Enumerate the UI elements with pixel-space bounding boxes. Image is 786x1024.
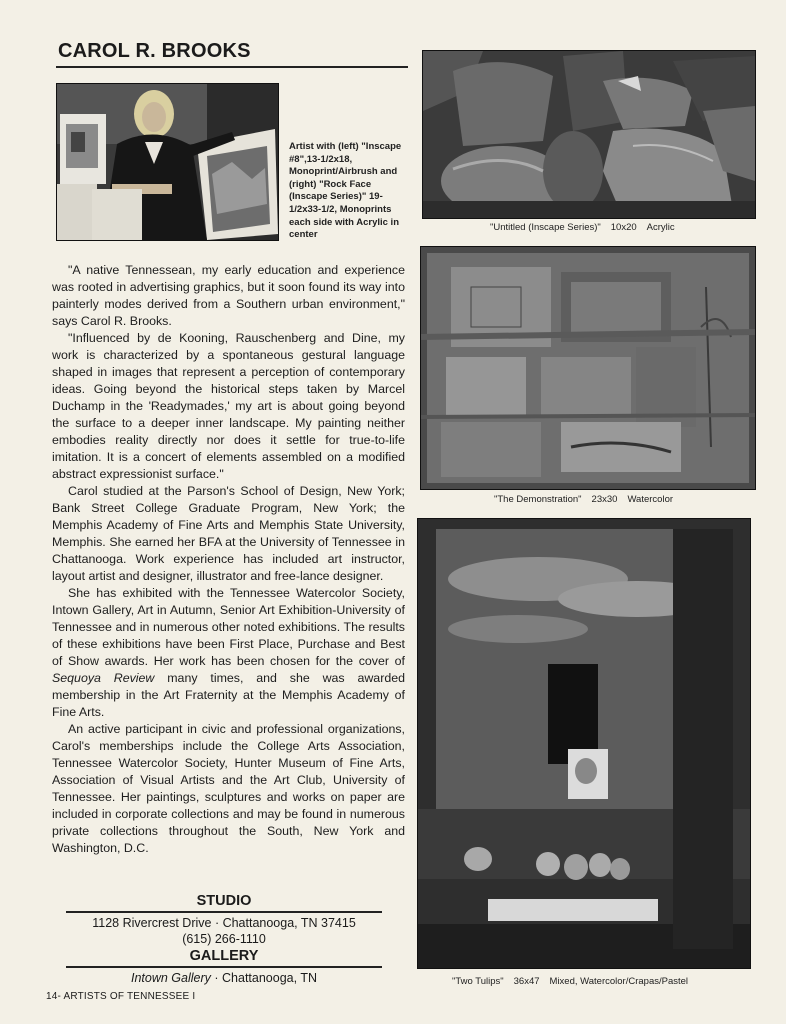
biography-text xyxy=(52,262,405,857)
bio-text: She has exhibited with the Tennessee Watercolor Society, Intown Gallery, Art in Autumn, Senior Art Exhibition-University of Tennessee and in numerous other noted exhibitions. The results of these exhibitions have been First Place, Purchase and Best of Show awards. Her work has been chosen for the cover of xyxy=(52,586,405,668)
artwork-medium: Watercolor xyxy=(627,494,674,505)
artwork-image xyxy=(418,519,750,968)
artwork-medium: Acrylic xyxy=(646,222,675,233)
artist-name-heading: CAROL R. BROOKS xyxy=(58,40,251,62)
portrait-image xyxy=(57,84,278,240)
studio-phone: (615) 266-1110 xyxy=(182,932,266,946)
artwork-image xyxy=(423,51,755,218)
bio-text: many times, and she was awarded membership in the Art Fraternity at the Memphis Academy of Fine Arts. xyxy=(52,671,406,719)
artwork-title: "Two Tulips" xyxy=(452,976,504,987)
artwork-caption xyxy=(494,494,673,505)
artwork-title: "Untitled (Inscape Series)" xyxy=(490,222,601,233)
artist-portrait-photo xyxy=(56,83,279,241)
artwork-caption xyxy=(452,976,688,987)
studio-address: 1128 Rivercrest Drive · Chattanooga, TN 37415 xyxy=(92,916,356,930)
publication-title: Sequoya Review xyxy=(52,671,155,685)
artwork-image xyxy=(421,247,755,489)
contact-block xyxy=(66,893,382,986)
artwork-title: "The Demonstration" xyxy=(494,494,582,505)
artwork-size: 36x47 xyxy=(513,976,540,987)
artwork-two-tulips xyxy=(417,518,751,969)
bio-paragraph: An active participant in civic and professional organizations, Carol's memberships include the College Arts Association, Tennessee Watercolor Society, Hunter Museum of Fine Arts, Association of Visual Artists and the Art Club, University of Tennessee. Her paintings, sculptures and works on paper are included in corporate collections and may be found in numerous private collections throughout the South, New York and Washington, D.C. xyxy=(52,722,405,855)
artwork-size: 10x20 xyxy=(610,222,637,233)
gallery-address xyxy=(66,970,382,986)
gallery-city: · Chattanooga, TN xyxy=(210,971,317,985)
artwork-untitled-inscape xyxy=(422,50,756,219)
page-footer: 14- ARTISTS OF TENNESSEE I xyxy=(46,991,196,1002)
bio-paragraph: "A native Tennessean, my early education and experience was rooted in advertising graphics, but it soon found its way into painterly modes derived from a Southern urban environment," says Carol R. Brooks. xyxy=(52,263,405,328)
bio-paragraph: Carol studied at the Parson's School of Design, New York; Bank Street College Graduate Program, New York; the Memphis Academy of Fine Arts and Memphis State University, Memphis. She earned her BFA at the University of Tennessee in Chattanooga. Work experience has included art instructor, layout artist and designer, illustrator and free-lance designer. xyxy=(52,484,405,583)
artwork-medium: Mixed, Watercolor/Crapas/Pastel xyxy=(549,976,689,987)
bio-paragraph xyxy=(52,585,405,721)
gallery-rule xyxy=(66,966,382,968)
gallery-name: Intown Gallery xyxy=(131,971,211,985)
gallery-heading: GALLERY xyxy=(189,948,259,964)
bio-paragraph: "Influenced by de Kooning, Rauschenberg and Dine, my work is characterized by a spontaneous gestural language shaped in images that represent a perception of contemporary ideas. Going beyond the historical steps taken by Marcel Duchamp in the 'Readymades,' my art is about going beyond the surface to a deeper inner landscape. My painting neither embodies reality directly nor does it settle for true-to-life imitation. It is a concert of elements assembled on a modified abstract expressionist surface." xyxy=(52,331,405,481)
studio-heading: STUDIO xyxy=(196,893,252,909)
artwork-size: 23x30 xyxy=(591,494,618,505)
artwork-caption xyxy=(490,222,675,233)
heading-rule xyxy=(56,66,408,68)
studio-rule xyxy=(66,911,382,913)
artwork-the-demonstration xyxy=(420,246,756,490)
portrait-caption: Artist with (left) "Inscape #8",13-1/2x18, Monoprint/Airbrush and (right) "Rock Face (Inscape Series)" 19-1/2x33-1/2, Monoprints each side with Acrylic in center xyxy=(289,141,402,241)
